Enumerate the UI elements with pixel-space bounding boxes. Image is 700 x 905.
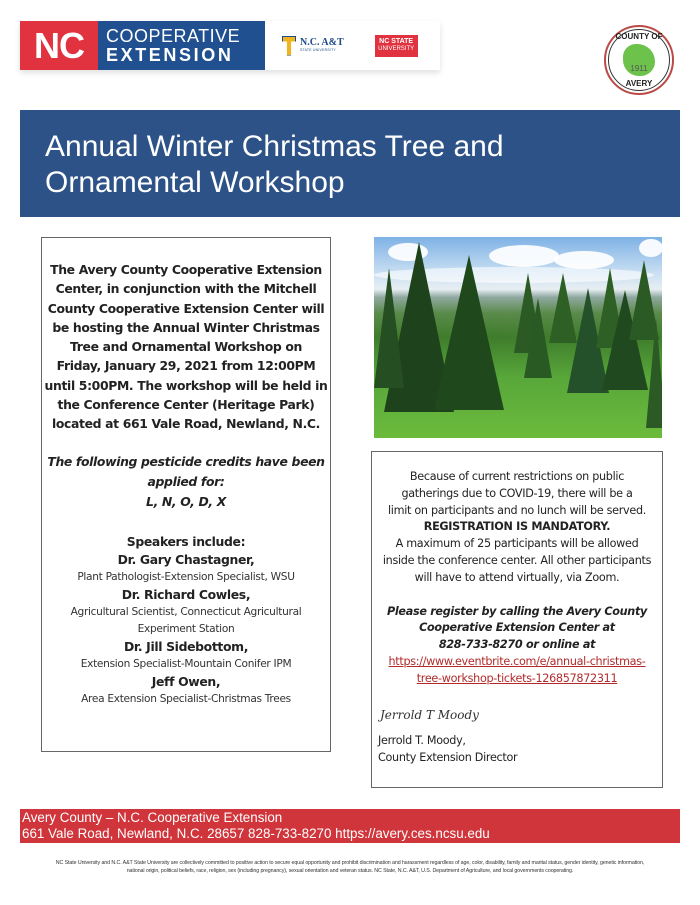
tree-shape (374, 268, 404, 388)
aandt-sub: STATE UNIVERSITY (300, 48, 336, 52)
speaker-title: Area Extension Specialist-Christmas Trees (81, 692, 291, 705)
event-intro (42, 260, 330, 434)
director-info (378, 732, 662, 766)
cooperative-extension-wordmark (98, 21, 265, 70)
cloud-shape (639, 239, 662, 257)
christmas-tree-farm-photo (374, 237, 662, 438)
covid-line: gatherings due to COVID-19, there will be a (401, 486, 633, 500)
nc-logo-mark (20, 21, 98, 70)
register-line: Cooperative Extension Center at (419, 621, 615, 635)
capacity-line: inside the conference center. All other participants (382, 553, 652, 567)
title-line2: Ornamental Workshop (45, 166, 345, 199)
nc-cooperative-extension-logo-strip (20, 21, 440, 70)
director-signature: Jerrold T Moody (380, 707, 479, 722)
seal-bottom-text: AVERY (625, 79, 653, 88)
registration-box (371, 451, 663, 788)
cloud-shape (554, 251, 614, 269)
nc-state-logo (375, 35, 418, 57)
speaker-name: Dr. Gary Chastagner, (117, 551, 255, 567)
capacity-line: A maximum of 25 participants will be allowed (395, 537, 639, 551)
disclaimer-line: national origin, political beliefs, race, religion, sex (including pregnancy), sexual orientation and veteran status. NC State, N.C. A&T, U.S. Department of Agriculture, and local governments cooperating. (126, 868, 574, 874)
courthouse-icon (623, 44, 655, 76)
eventbrite-registration-link[interactable] (372, 654, 662, 688)
intro-line: until 5:00PM. The workshop will be held in (44, 377, 328, 393)
intro-line: The Avery County Cooperative Extension (50, 262, 322, 277)
intro-line: Center, in conjunction with the Mitchell (55, 281, 317, 297)
aggie-a-icon (282, 36, 296, 56)
footer-org-name: Avery County – N.C. Cooperative Extension (22, 810, 283, 825)
nc-aandt-logo (282, 21, 344, 70)
speaker-title: Experiment Station (137, 622, 235, 635)
credits-codes: L, N, O, D, X (146, 493, 226, 509)
credits-line: applied for: (147, 473, 225, 489)
title-banner (20, 110, 680, 217)
capacity-line: will have to attend virtually, via Zoom. (414, 570, 620, 584)
register-line: Please register by calling the Avery County (386, 604, 647, 618)
intro-line: County Cooperative Extension Center will (47, 300, 325, 316)
speaker-title: Plant Pathologist-Extension Specialist, WSU (77, 570, 295, 583)
disclaimer-line: NC State University and N.C. A&T State University are collectively committed to positive action to secure equal opportunity and prohibit discrimination and harassment regardless of age, color, disability, family and marital status, gender identity, genetic information, (55, 860, 645, 866)
credits-line: The following pesticide credits have been (47, 453, 325, 469)
register-instructions (372, 604, 662, 654)
page-title (45, 129, 680, 201)
aandt-name: N.C. A&T (300, 37, 344, 48)
speaker-title: Agricultural Scientist, Connecticut Agricultural (70, 605, 302, 618)
intro-line: Friday, January 29, 2021 from 12:00PM (56, 358, 316, 374)
covid-notice (372, 469, 662, 587)
speaker-title: Extension Specialist-Mountain Conifer IPM (80, 657, 292, 670)
speaker-name: Dr. Jill Sidebottom, (123, 638, 249, 654)
nondiscrimination-disclaimer (0, 859, 700, 875)
seal-year: 1911 (630, 64, 648, 73)
speakers-heading: Speakers include: (126, 533, 246, 549)
speaker-name: Jeff Owen, (151, 673, 221, 689)
nc-logo-text: NC (34, 24, 84, 66)
event-details-box (41, 237, 331, 752)
intro-line: Tree and Ornamental Workshop on (70, 339, 302, 355)
registration-mandatory: REGISTRATION IS MANDATORY. (423, 520, 611, 534)
pesticide-credits (42, 452, 330, 512)
tree-shape (549, 273, 577, 343)
register-line: 828-733-8270 or online at (438, 638, 596, 652)
avery-county-seal (604, 25, 674, 95)
wordmark-line1: COOPERATIVE (106, 25, 241, 46)
intro-line: be hosting the Annual Winter Christmas (52, 319, 320, 335)
speaker-name: Dr. Richard Cowles, (121, 586, 251, 602)
speakers-list (42, 551, 330, 708)
covid-line: limit on participants and no lunch will be served. (387, 503, 646, 517)
covid-line: Because of current restrictions on public (409, 470, 625, 483)
cloud-shape (489, 245, 559, 267)
contact-footer (20, 809, 680, 843)
wordmark-line2: EXTENSION (106, 44, 234, 65)
footer-contact-line: 661 Vale Road, Newland, N.C. 28657 828-733-8270 https://avery.ces.ncsu.edu (22, 826, 490, 841)
ncstate-line2: UNIVERSITY (378, 46, 415, 52)
title-line1: Annual Winter Christmas Tree and (45, 130, 504, 163)
ncstate-line1: NC STATE (379, 38, 414, 45)
intro-line: located at 661 Vale Road, Newland, N.C. (51, 416, 321, 432)
seal-top-text: COUNTY OF (615, 32, 663, 41)
director-name: Jerrold T. Moody, (378, 733, 466, 747)
intro-line: the Conference Center (Heritage Park) (57, 397, 315, 413)
link-line[interactable]: https://www.eventbrite.com/e/annual-christmas- (388, 654, 646, 668)
link-line[interactable]: tree-workshop-tickets-126857872311 (416, 671, 618, 685)
director-title: County Extension Director (378, 750, 518, 764)
